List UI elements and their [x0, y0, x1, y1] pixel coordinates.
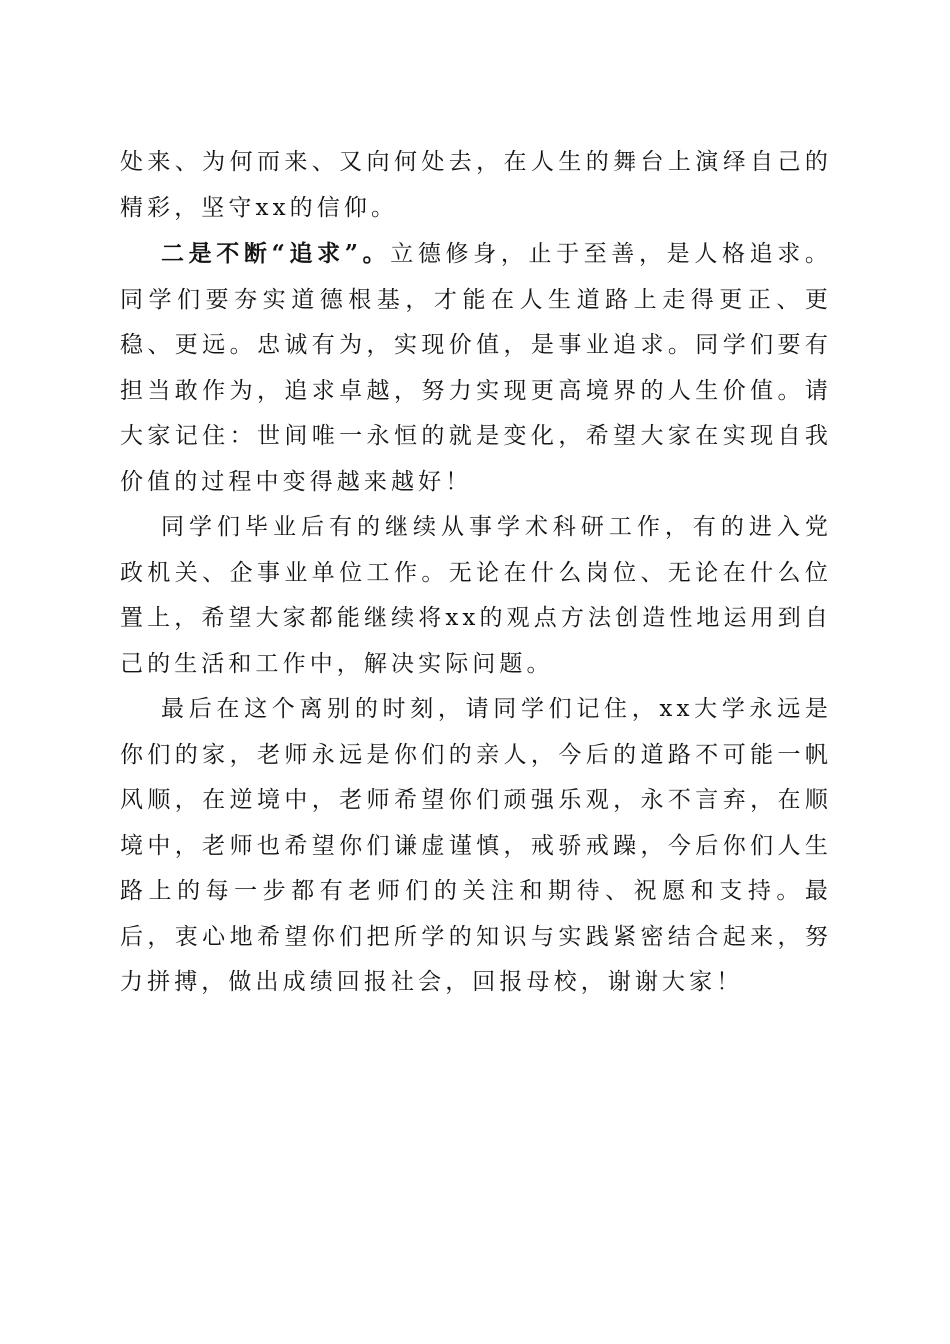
paragraph-text: 处来、为何而来、又向何处去，在人生的舞台上演绎自己的精彩，坚守xx的信仰。	[120, 149, 832, 221]
document-body	[120, 140, 832, 1006]
paragraph-lead-heading: 二是不断“追求”。	[161, 240, 391, 267]
paragraph-text: 最后在这个离别的时刻，请同学们记住，xx大学永远是你们的家，老师永远是你们的亲人，今后的道路不可能一帆风顺，在逆境中，老师希望你们顽强乐观，永不言弃，在顺境中，老师也希望你们谦虚谨慎，戒骄戒躁，今后你们人生路上的每一步都有老师们的关注和期待、祝愿和支持。最后，衷心地希望你们把所学的知识与实践紧密结合起来，努力拼搏，做出成绩回报社会，回报母校，谢谢大家！	[120, 696, 832, 995]
paragraph-continuation	[120, 140, 832, 231]
paragraph-text: 立德修身，止于至善，是人格追求。同学们要夯实道德根基，才能在人生道路上走得更正、更稳、更远。忠诚有为，实现价值，是事业追求。同学们要有担当敢作为，追求卓越，努力实现更高境界的人生价值。请大家记住：世间唯一永恒的就是变化，希望大家在实现自我价值的过程中变得越来越好！	[120, 241, 832, 495]
paragraph-after-graduation	[120, 505, 832, 687]
paragraph-pursuit	[120, 231, 832, 505]
paragraph-text: 同学们毕业后有的继续从事学术科研工作，有的进入党政机关、企事业单位工作。无论在什么岗位、无论在什么位置上，希望大家都能继续将xx的观点方法创造性地运用到自己的生活和工作中，解决实际问题。	[120, 514, 832, 677]
paragraph-farewell	[120, 687, 832, 1006]
